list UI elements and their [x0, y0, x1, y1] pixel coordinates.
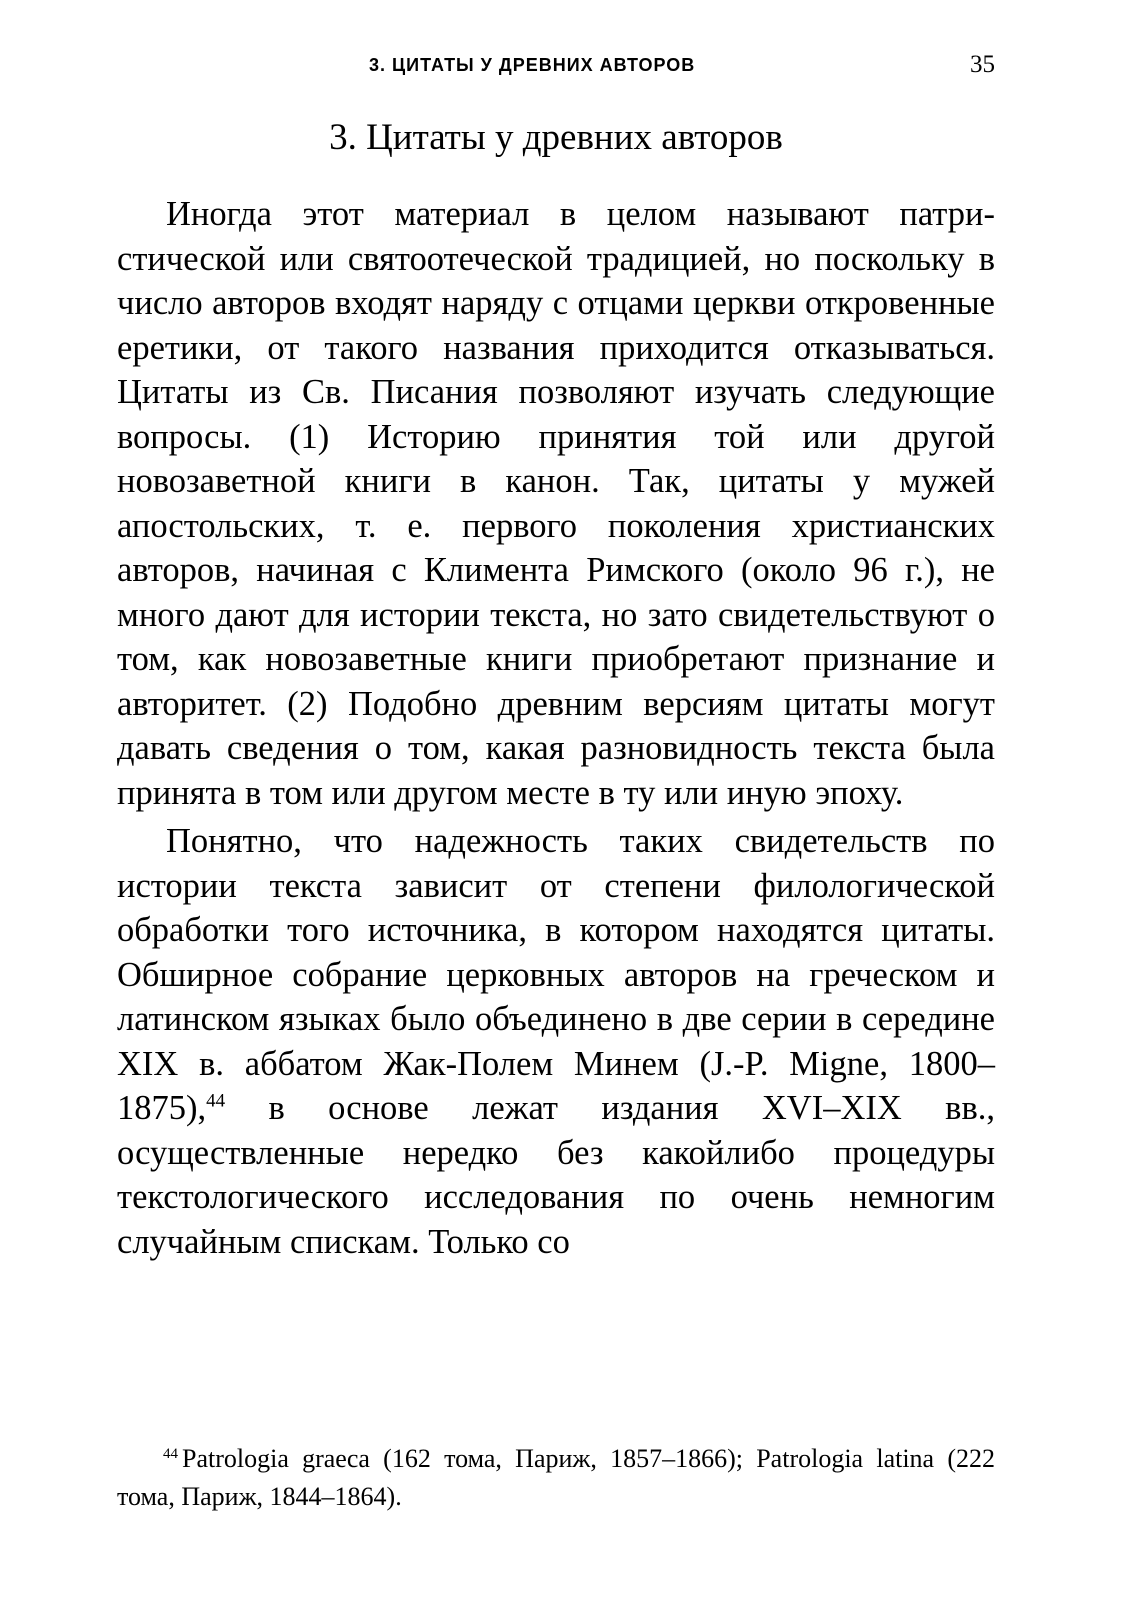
footnote-mark: 44	[163, 1446, 178, 1462]
footnote-reference: 44	[206, 1090, 226, 1112]
footnotes	[117, 1435, 995, 1516]
running-header	[117, 50, 995, 80]
paragraph-2-text-after-ref: в основе лежат издания XVI–XIX вв., осуществленные нередко без какойлибо процедуры текстологического исследования по очень немногим случайным спискам. Только со	[117, 1089, 995, 1261]
book-page	[117, 40, 995, 1560]
paragraph-1: Иногда этот материал в целом называют патристической или святоотеческой традицией, но поскольку в число авторов входят наряду с отцами церкви откровенные еретики, от такого названия приходится отказываться. Цитаты из Св. Писания позволяют изучать следующие вопросы. (1) Историю принятия той или другой новозаветной книги в канон. Так, цитаты у мужей апостольских, т. е. первого поколения христианских авторов, начиная с Климента Римского (около 96 г.), не много дают для истории текста, но зато свидетельствуют о том, как новозаветные книги приобретают признание и авторитет. (2) Подобно древним версиям цитаты могут давать сведения о том, какая разновидность текста была принята в том или другом месте в ту или иную эпоху.	[117, 195, 995, 812]
footnote-text: Patrologia graeca (162 тома, Париж, 1857–1866); Patrologia latina (222 тома, Париж, 1844–1864).	[117, 1444, 995, 1511]
footnote-44	[117, 1435, 995, 1516]
paragraph-2	[117, 819, 995, 1264]
body-text	[117, 192, 995, 1264]
page-number: 35	[970, 51, 995, 78]
paragraph-2-text-before-ref: Понятно, что надежность таких свидетельств по истории текста зависит от степени филологической обработки того источника, в котором находятся цитаты. Обширное собрание церковных авторов на греческом и латинском языках было объединено в две серии в середине XIX в. аббатом Жак-Полем Минем (J.-P. Migne, 1800–1875),	[117, 822, 995, 1127]
running-title: 3. ЦИТАТЫ У ДРЕВНИХ АВТОРОВ	[369, 55, 696, 75]
section-title: 3. Цитаты у древних авторов	[329, 117, 783, 158]
